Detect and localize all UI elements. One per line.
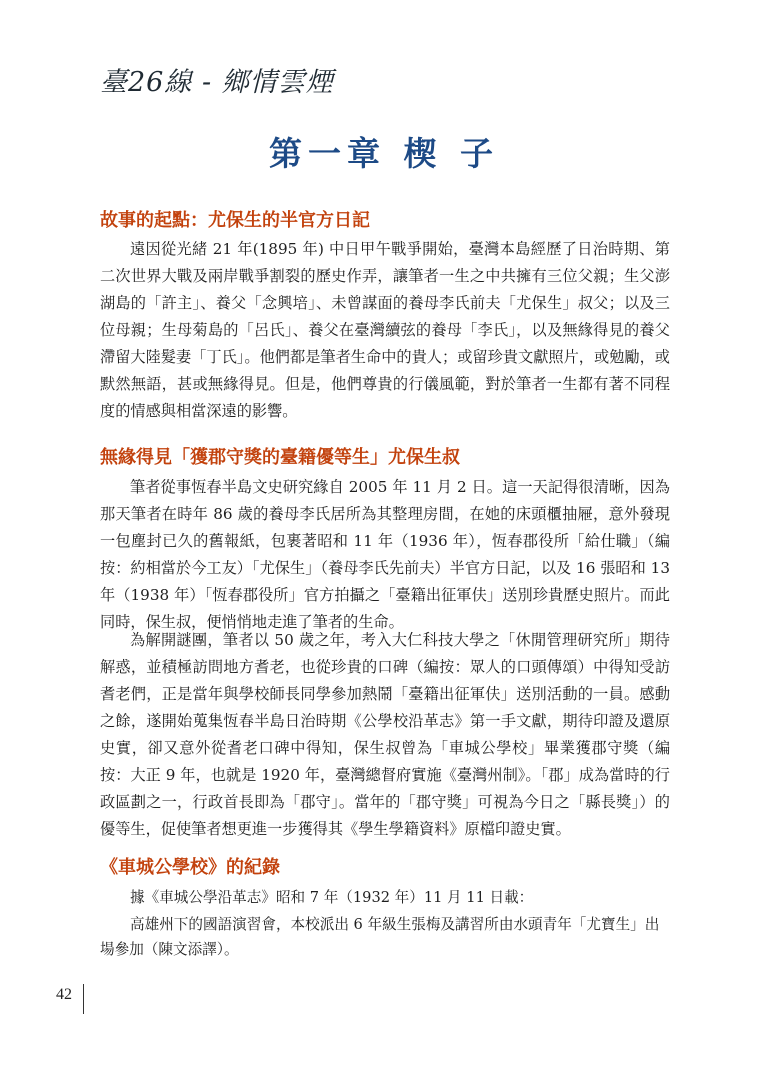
section-2-paragraph-2: 為解開謎團，筆者以 50 歲之年，考入大仁科技大學之「休閒管理研究所」期待解惑，並積極訪問地方耆老，也從珍貴的口碑（編按：眾人的口頭傳頌）中得知受訪耆老們，正是當年與學校師長同學參加熱鬧「臺籍出征軍伕」送別活動的一員。感動之餘，遂開始蒐集恆春半島日治時期《公學校沿革志》第一手文獻，期待印證及還原史實，卻又意外從耆老口碑中得知，保生叔曾為「車城公學校」畢業獲郡守獎（編按：大正 9 年，也就是 1920 年，臺灣總督府實施《臺灣州制》。「郡」成為當時的行政區劃之一，行政首長即為「郡守」。當年的「郡守獎」可視為今日之「縣長獎」）的優等生，促使筆者想更進一步獲得其《學生學籍資料》原檔印證史實。	[100, 631, 670, 838]
page-number: 42	[56, 986, 72, 1003]
section-2-paragraph-1: 筆者從事恆春半島文史研究緣自 2005 年 11 月 2 日。這一天記得很清晰，因為那天筆者在時年 86 歲的養母李氏居所為其整理房間，在她的床頭櫃抽屜，意外發現一包塵封已久的舊報紙，包裹著昭和 11 年（1936 年），恆春郡役所「給仕職」（編按：約相當於今工友）「尤保生」（養母李氏先前夫）半官方日記，以及 16 張昭和 13 年（1938 年）「恆春郡役所」官方拍攝之「臺籍出征軍伕」送別珍貴歷史照片。而此同時，保生叔，便悄悄地走進了筆者的生命。	[100, 478, 670, 631]
section-3-quote-2: 高雄州下的國語演習會，本校派出 6 年級生張梅及講習所由水頭青年「尤寶生」出場參加（陳文添譯）。	[100, 916, 660, 958]
section-heading-2: 無緣得見「獲郡守獎的臺籍優等生」尤保生叔	[100, 447, 460, 468]
section-heading-1: 故事的起點：尤保生的半官方日記	[100, 210, 370, 231]
running-header: 臺26線 - 鄉情雲煙	[100, 67, 334, 98]
chapter-title: 第一章 楔 子	[269, 134, 499, 173]
section-3-quote-1: 據《車城公學沿革志》昭和 7 年（1932 年）11 月 11 日載：	[130, 889, 534, 906]
section-1-paragraph: 遠因從光緒 21 年(1895 年) 中日甲午戰爭開始，臺灣本島經歷了日治時期、第二次世界大戰及兩岸戰爭割裂的歷史作弄，讓筆者一生之中共擁有三位父親；生父澎湖島的「許主」、養父「念興培」、未曾謀面的養母李氏前夫「尤保生」叔父；以及三位母親；生母菊島的「呂氏」、養父在臺灣續弦的養母「李氏」，以及無緣得見的養父滯留大陸髮妻「丁氏」。他們都是筆者生命中的貴人；或留珍貴文獻照片，或勉勵，或默然無語，甚或無緣得見。但是，他們尊貴的行儀風範，對於筆者一生都有著不同程度的情感與相當深遠的影響。	[100, 240, 670, 420]
section-heading-3: 《車城公學校》的紀錄	[100, 857, 280, 878]
page-number-rule	[83, 984, 84, 1014]
